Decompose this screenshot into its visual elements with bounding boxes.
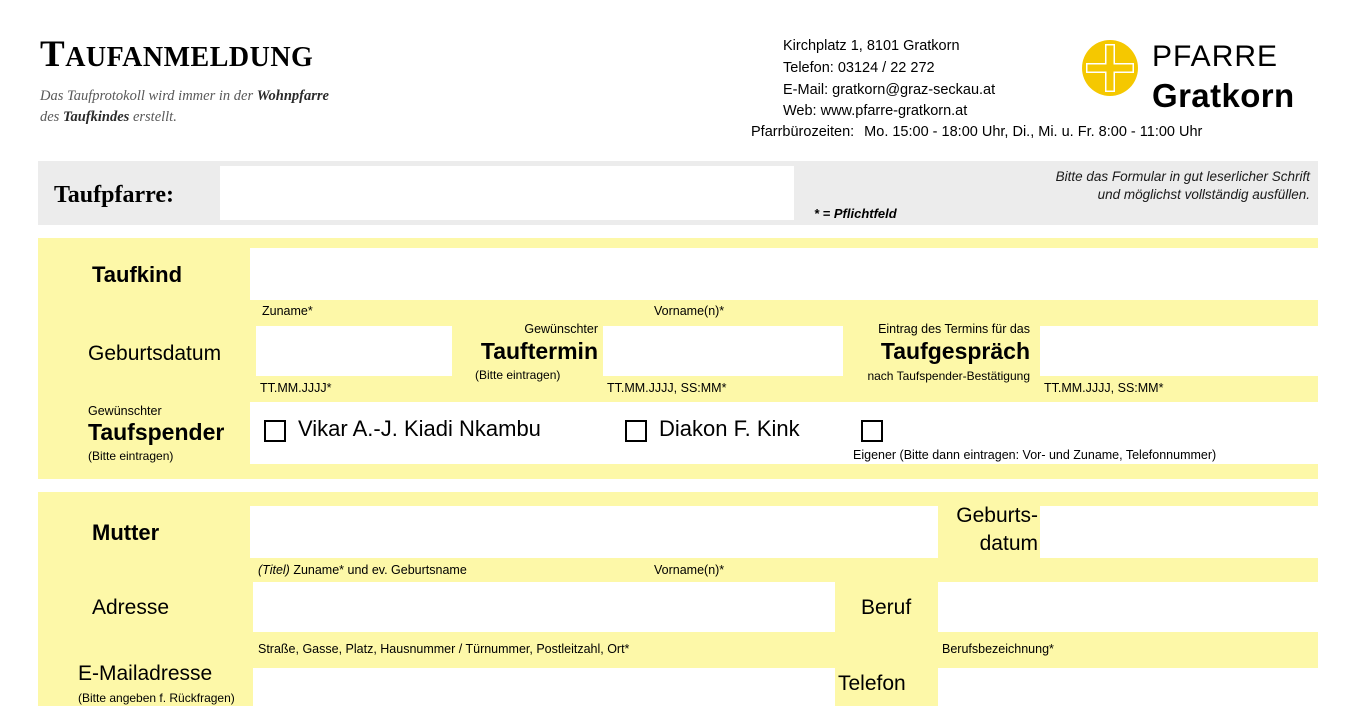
office-hours-label: Pfarrbürozeiten: xyxy=(751,124,855,140)
contact-phone: Telefon: 03124 / 22 272 xyxy=(783,59,935,76)
subtitle-line2-a: des xyxy=(40,109,63,126)
checkbox-donor-vikar-label: Vikar A.-J. Kiadi Nkambu xyxy=(298,416,541,441)
form-instructions-line2: und möglichst vollständig ausfüllen. xyxy=(1097,187,1310,203)
parish-logo xyxy=(1080,32,1330,112)
logo-text-gratkorn: Gratkorn xyxy=(1152,77,1295,114)
mother-job-input[interactable] xyxy=(938,582,1334,632)
child-lastname-hint: Zuname* xyxy=(262,304,313,318)
child-section xyxy=(38,238,1318,479)
child-talk-label-small: Eintrag des Termins für das xyxy=(878,322,1030,336)
child-talk-label: Taufgespräch xyxy=(880,338,1030,364)
child-birthdate-label: Geburtsdatum xyxy=(88,342,222,365)
checkbox-donor-vikar[interactable] xyxy=(264,420,286,442)
mother-job-label: Beruf xyxy=(861,596,912,619)
parish-input[interactable] xyxy=(220,166,794,220)
mother-address-label: Adresse xyxy=(92,596,170,619)
mother-birthdate-input[interactable] xyxy=(1040,506,1334,558)
required-field-note: * = Pflichtfeld xyxy=(814,206,897,221)
mother-name-hint-rest: Zuname* und ev. Geburtsname xyxy=(289,563,467,577)
mother-phone-input[interactable] xyxy=(938,668,1334,706)
mother-name-hint xyxy=(258,563,467,577)
page-subtitle xyxy=(40,86,460,128)
mother-job-hint: Berufsbezeichnung* xyxy=(942,642,1054,656)
form-instructions-line1: Bitte das Formular in gut leserlicher Schrift xyxy=(1055,169,1310,184)
child-date-hint: TT.MM.JJJJ, SS:MM* xyxy=(607,381,727,395)
child-date-label: Tauftermin xyxy=(480,338,598,364)
mother-firstname-hint: Vorname(n)* xyxy=(654,563,725,577)
child-donor-label: Taufspender xyxy=(88,419,225,445)
contact-email: E-Mail: gratkorn@graz-seckau.at xyxy=(783,81,996,98)
child-birthdate-hint: TT.MM.JJJJ* xyxy=(260,381,332,395)
mother-section-label: Mutter xyxy=(92,520,160,545)
child-date-label-note: (Bitte eintragen) xyxy=(475,368,561,382)
mother-birthdate-label-line2: datum xyxy=(979,532,1038,555)
checkbox-donor-diakon[interactable] xyxy=(625,420,647,442)
mother-email-note: (Bitte angeben f. Rückfragen) xyxy=(78,691,235,705)
mother-email-label: E-Mailadresse xyxy=(78,662,213,685)
child-talk-label-note: nach Taufspender-Bestätigung xyxy=(867,369,1030,383)
office-hours xyxy=(751,124,1202,140)
mother-email-input[interactable] xyxy=(253,668,835,706)
child-name-input[interactable] xyxy=(250,248,1334,300)
child-donor-label-note: (Bitte eintragen) xyxy=(88,449,174,463)
subtitle-line2-b: Taufkindes xyxy=(62,109,130,126)
child-donor-own-hint: Eigener (Bitte dann eintragen: Vor- und Zuname, Telefonnummer) xyxy=(853,448,1217,462)
cross-icon xyxy=(1080,38,1140,98)
mother-phone-label: Telefon xyxy=(838,672,906,695)
form-instructions xyxy=(920,168,1310,204)
child-talk-hint: TT.MM.JJJJ, SS:MM* xyxy=(1044,381,1164,395)
subtitle-line1-b: Wohnpfarre xyxy=(256,88,329,104)
mother-section xyxy=(38,492,1318,706)
child-talk-input[interactable] xyxy=(1040,326,1334,376)
office-hours-value: Mo. 15:00 - 18:00 Uhr, Di., Mi. u. Fr. 8:00 - 11:00 Uhr xyxy=(864,124,1203,140)
page-title: TAUFANMELDUNG xyxy=(40,34,314,75)
mother-name-input[interactable] xyxy=(250,506,938,558)
parish-label: Taufpfarre: xyxy=(54,182,174,208)
logo-text-pfarre: PFARRE xyxy=(1152,40,1279,73)
document-header xyxy=(0,0,1356,152)
mother-address-hint: Straße, Gasse, Platz, Hausnummer / Türnummer, Postleitzahl, Ort* xyxy=(258,642,630,656)
contact-address: Kirchplatz 1, 8101 Gratkorn xyxy=(783,38,960,54)
checkbox-donor-diakon-label: Diakon F. Kink xyxy=(659,416,800,441)
mother-birthdate-label-line1: Geburts- xyxy=(956,504,1038,527)
contact-block xyxy=(783,36,995,123)
page-title-smallcaps: AUFANMELDUNG xyxy=(65,42,314,73)
subtitle-line2-c: erstellt. xyxy=(129,109,177,126)
mother-name-hint-titel: (Titel) xyxy=(258,563,290,577)
subtitle-line1-a: Das Taufprotokoll wird immer in der xyxy=(40,88,257,104)
contact-web: Web: www.pfarre-gratkorn.at xyxy=(783,103,968,120)
title-block xyxy=(40,36,460,128)
child-date-label-small: Gewünschter xyxy=(524,322,598,336)
child-firstname-hint: Vorname(n)* xyxy=(654,304,725,318)
child-section-label: Taufkind xyxy=(92,262,183,287)
mother-address-input[interactable] xyxy=(253,582,835,632)
checkbox-donor-own[interactable] xyxy=(861,420,883,442)
child-donor-label-small: Gewünschter xyxy=(88,404,162,418)
